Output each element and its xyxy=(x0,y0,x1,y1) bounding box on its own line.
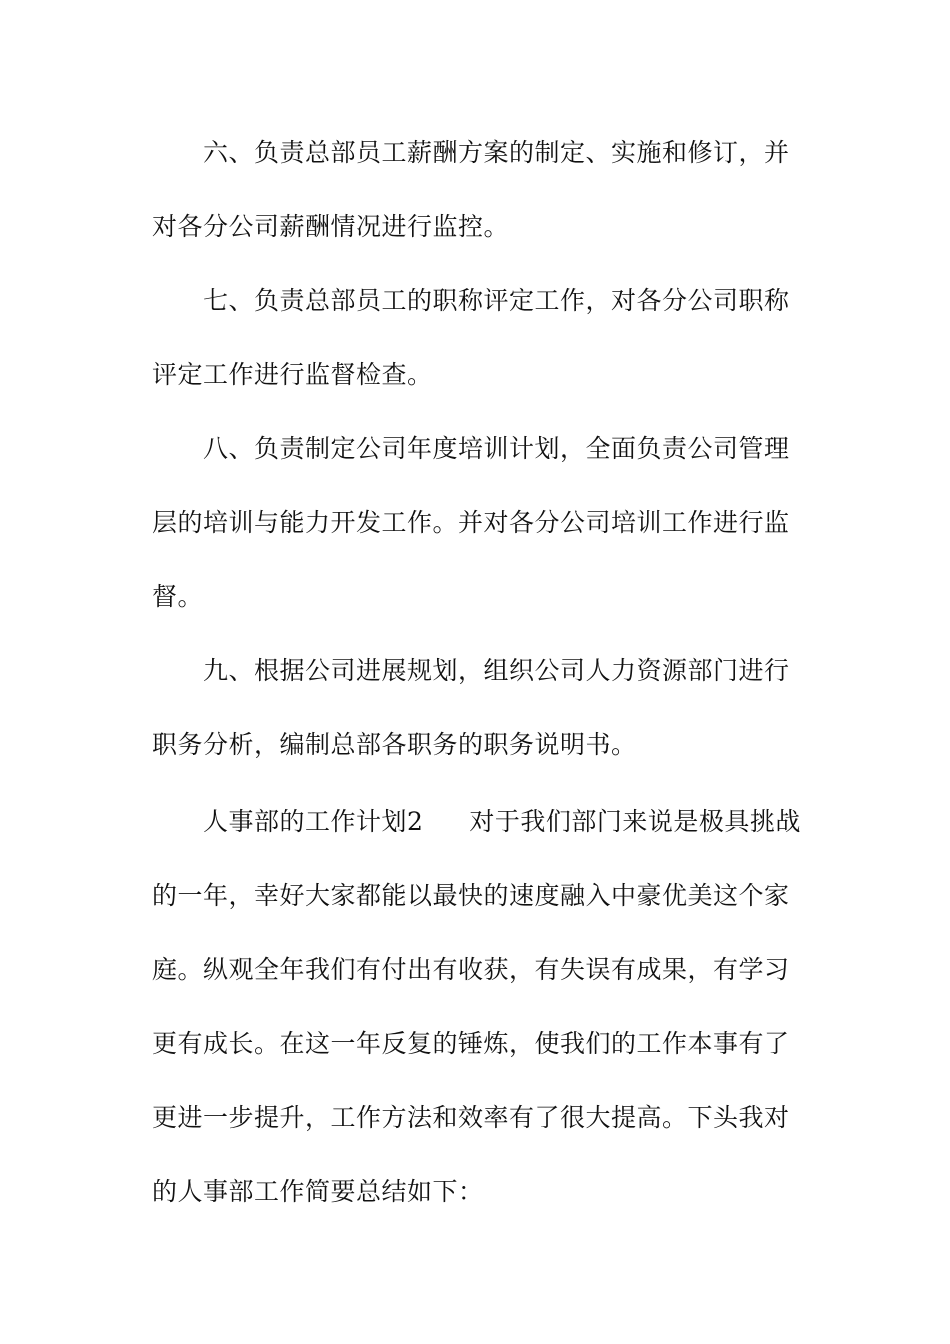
text-line: 对各分公司薪酬情况进行监控。 xyxy=(152,212,510,241)
text-line: 的一年，幸好大家都能以最快的速度融入中豪优美这个家 xyxy=(152,881,790,910)
text-fragment: 对于我们部门来说是极具挑战 xyxy=(469,807,801,836)
text-line: 九、根据公司进展规划，组织公司人力资源部门进行 xyxy=(203,656,790,685)
text-line: 评定工作进行监督检查。 xyxy=(152,360,433,389)
text-line: 督。 xyxy=(152,582,204,611)
text-line: 层的培训与能力开发工作。并对各分公司培训工作进行监 xyxy=(152,508,790,537)
text-line: 六、负责总部员工薪酬方案的制定、实施和修订，并 xyxy=(203,138,790,167)
text-line: 七、负责总部员工的职称评定工作，对各分公司职称 xyxy=(203,286,790,315)
text-line: 的人事部工作简要总结如下： xyxy=(152,1177,484,1206)
text-line: 八、负责制定公司年度培训计划，全面负责公司管理 xyxy=(203,434,790,463)
text-line: 庭。纵观全年我们有付出有收获，有失误有成果，有学习 xyxy=(152,955,790,984)
section-heading-line xyxy=(203,806,801,838)
text-line: 更进一步提升，工作方法和效率有了很大提高。下头我对 xyxy=(152,1103,790,1132)
text-line: 更有成长。在这一年反复的锤炼，使我们的工作本事有了 xyxy=(152,1029,790,1058)
section-heading: 人事部的工作计划2 xyxy=(203,807,424,836)
text-line: 职务分析，编制总部各职务的职务说明书。 xyxy=(152,730,637,759)
